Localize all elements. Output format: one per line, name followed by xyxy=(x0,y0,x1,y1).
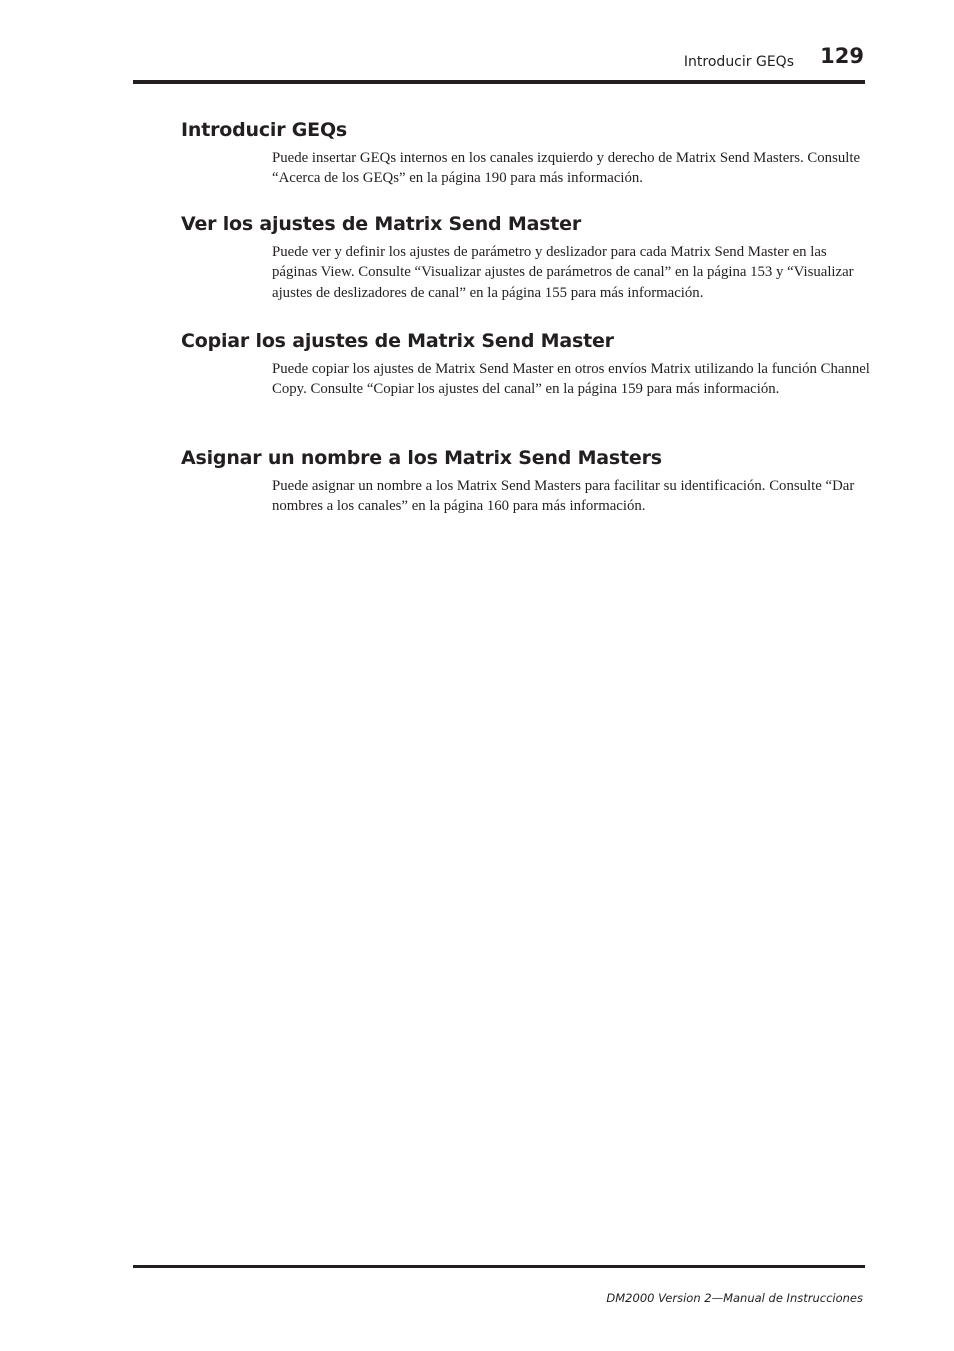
footer-manual-title: DM2000 Version 2—Manual de Instrucciones xyxy=(606,1291,863,1305)
footer-rule xyxy=(133,1265,865,1268)
section-heading: Asignar un nombre a los Matrix Send Masters xyxy=(181,447,662,469)
section-asignar-nombre xyxy=(181,446,871,517)
header-rule xyxy=(133,80,865,84)
section-body: Puede asignar un nombre a los Matrix Send Masters para facilitar su identificación. Consulte “Dar nombres a los canales” en la página 160 para más información. xyxy=(272,478,855,515)
running-header-title: Introducir GEQs xyxy=(683,54,794,70)
section-body: Puede ver y definir los ajustes de parámetro y deslizador para cada Matrix Send Master en las páginas View. Consulte “Visualizar ajustes de parámetros de canal” en la página 153 y “Visualizar ajustes de deslizadores de canal” en la página 155 para más información. xyxy=(272,244,854,301)
section-body: Puede copiar los ajustes de Matrix Send Master en otros envíos Matrix utilizando la función Channel Copy. Consulte “Copiar los ajustes del canal” en la página 159 para más información. xyxy=(272,361,870,398)
section-ver-ajustes xyxy=(181,212,871,303)
section-heading: Ver los ajustes de Matrix Send Master xyxy=(181,213,582,235)
section-body: Puede insertar GEQs internos en los canales izquierdo y derecho de Matrix Send Masters. Consulte “Acerca de los GEQs” en la página 190 para más información. xyxy=(272,150,861,187)
section-copiar-ajustes xyxy=(181,329,871,400)
section-introducir-geqs xyxy=(181,118,871,189)
section-heading: Introducir GEQs xyxy=(181,119,348,141)
page-number: 129 xyxy=(820,44,864,68)
section-heading: Copiar los ajustes de Matrix Send Master xyxy=(181,330,614,352)
